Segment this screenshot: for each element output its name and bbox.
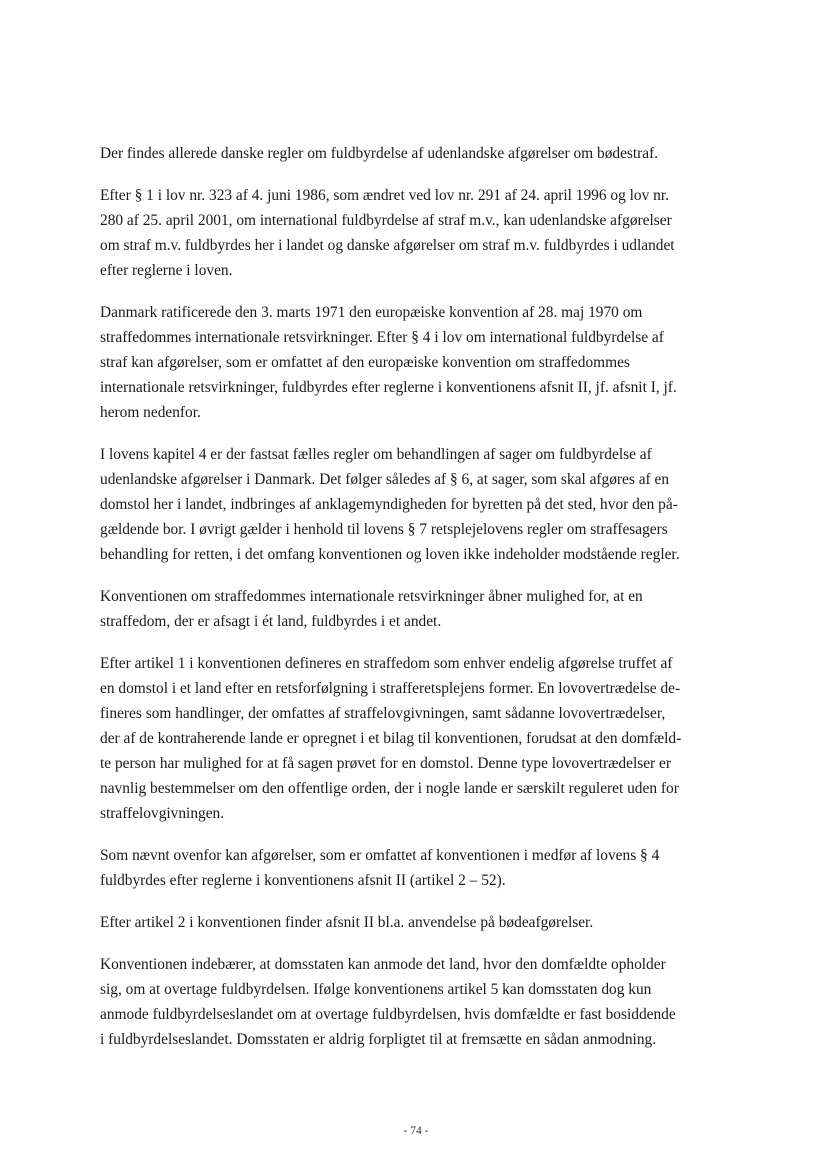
text-line: fuldbyrdes efter reglerne i konventionens afsnit II (artikel 2 – 52). (100, 872, 506, 889)
paragraph (100, 651, 736, 826)
paragraph (100, 442, 736, 567)
text-line: i fuldbyrdelseslandet. Domsstaten er aldrig forpligtet til at fremsætte en sådan anmodning. (100, 1031, 657, 1048)
paragraph (100, 300, 736, 425)
text-line: domstol her i landet, indbringes af anklagemyndigheden for byretten på det sted, hvor den på- (100, 496, 678, 513)
text-line: 280 af 25. april 2001, om international fuldbyrdelse af straf m.v., kan udenlandske afgørelser (100, 212, 672, 229)
text-line: navnlig bestemmelser om den offentlige orden, der i nogle lande er særskilt reguleret uden for (100, 780, 679, 797)
paragraph (100, 843, 736, 893)
text-line: efter reglerne i loven. (100, 262, 233, 279)
text-line: straffedommes internationale retsvirkninger. Efter § 4 i lov om international fuldbyrdelse af (100, 329, 664, 346)
text-line: Konventionen indebærer, at domsstaten kan anmode det land, hvor den domfældte opholder (100, 956, 666, 973)
paragraph (100, 584, 736, 634)
text-line: te person har mulighed for at få sagen prøvet for en domstol. Denne type lovovertrædelser er (100, 755, 671, 772)
text-line: sig, om at overtage fuldbyrdelsen. Ifølge konventionens artikel 5 kan domsstaten dog kun (100, 981, 652, 998)
text-line: Danmark ratificerede den 3. marts 1971 den europæiske konvention af 28. maj 1970 om (100, 304, 643, 321)
page-number: - 74 - (403, 1125, 429, 1137)
text-line: Efter § 1 i lov nr. 323 af 4. juni 1986, som ændret ved lov nr. 291 af 24. april 1996 og lov nr. (100, 187, 669, 204)
text-line: der af de kontraherende lande er opregnet i et bilag til konventionen, forudsat at den domfæld- (100, 730, 682, 747)
text-line: straf kan afgørelser, som er omfattet af den europæiske konvention om straffedommes (100, 354, 630, 371)
text-line: om straf m.v. fuldbyrdes her i landet og danske afgørelser om straf m.v. fuldbyrdes i udlandet (100, 237, 675, 254)
text-line: Efter artikel 2 i konventionen finder afsnit II bl.a. anvendelse på bødeafgørelser. (100, 914, 594, 931)
text-line: straffedom, der er afsagt i ét land, fuldbyrdes i et andet. (100, 613, 442, 630)
text-line: Der findes allerede danske regler om fuldbyrdelse af udenlandske afgørelser om bødestraf. (100, 145, 659, 162)
text-line: Konventionen om straffedommes internationale retsvirkninger åbner mulighed for, at en (100, 588, 643, 605)
text-line: I lovens kapitel 4 er der fastsat fælles regler om behandlingen af sager om fuldbyrdelse af (100, 446, 652, 463)
text-line: en domstol i et land efter en retsforfølgning i strafferetsplejens former. En lovovertrædelse de- (100, 680, 681, 697)
paragraph (100, 183, 736, 283)
paragraph (100, 141, 736, 166)
text-line: Som nævnt ovenfor kan afgørelser, som er omfattet af konventionen i medfør af lovens § 4 (100, 847, 660, 864)
text-line: anmode fuldbyrdelseslandet om at overtage fuldbyrdelsen, hvis domfældte er fast bosiddende (100, 1006, 676, 1023)
paragraph (100, 910, 736, 935)
text-line: gældende bor. I øvrigt gælder i henhold til lovens § 7 retsplejelovens regler om straffesagers (100, 521, 668, 538)
text-line: udenlandske afgørelser i Danmark. Det følger således af § 6, at sager, som skal afgøres af en (100, 471, 670, 488)
text-line: Efter artikel 1 i konventionen defineres en straffedom som enhver endelig afgørelse truffet af (100, 655, 673, 672)
text-line: fineres som handlinger, der omfattes af straffelovgivningen, samt sådanne lovovertrædelser, (100, 705, 666, 722)
text-line: internationale retsvirkninger, fuldbyrdes efter reglerne i konventionens afsnit II, jf. afsnit I, jf. (100, 379, 677, 396)
document-body (100, 141, 736, 1069)
text-line: behandling for retten, i det omfang konventionen og loven ikke indeholder modstående regler. (100, 546, 680, 563)
text-line: straffelovgivningen. (100, 805, 225, 822)
paragraph (100, 952, 736, 1052)
text-line: herom nedenfor. (100, 404, 201, 421)
